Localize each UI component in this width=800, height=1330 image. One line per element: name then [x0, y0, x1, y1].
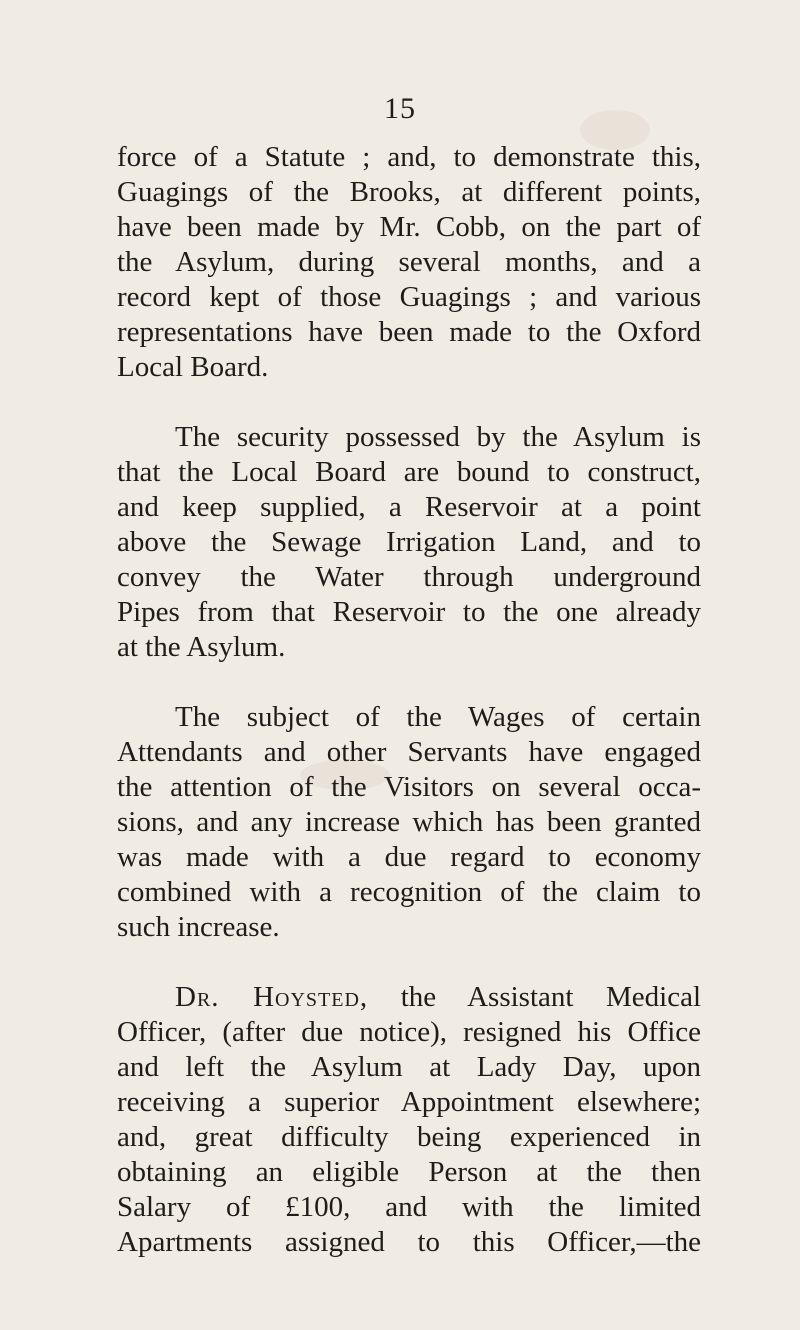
text-line: sions, and any increase which has been granted [117, 806, 701, 838]
page-number: 15 [384, 92, 416, 125]
text-line [117, 980, 701, 1015]
text-line: the Asylum, during several months, and a [117, 246, 701, 278]
text-line: combined with a recognition of the claim to [117, 876, 701, 908]
text-line: obtaining an eligible Person at the then [117, 1156, 701, 1188]
text-line: Local Board. [117, 351, 269, 383]
text-line: receiving a superior Appointment elsewhere; [117, 1086, 701, 1118]
text-line: and left the Asylum at Lady Day, upon [117, 1051, 701, 1083]
text-line: The subject of the Wages of certain [175, 701, 701, 733]
text-line: Officer, (after due notice), resigned his Office [117, 1016, 701, 1048]
text-line: convey the Water through underground [117, 561, 701, 593]
text-line: have been made by Mr. Cobb, on the part of [117, 211, 701, 243]
text-line: Apartments assigned to this Officer,—the [117, 1226, 701, 1258]
paragraph [117, 140, 701, 385]
person-name: Dr. Hoysted, [175, 981, 369, 1013]
paragraph [117, 980, 701, 1260]
text-line: was made with a due regard to economy [117, 841, 701, 873]
text-fragment: the Assistant Medical [368, 981, 701, 1013]
text-line: at the Asylum. [117, 631, 286, 663]
text-line: record kept of those Guagings ; and various [117, 281, 701, 313]
text-line: that the Local Board are bound to construct, [117, 456, 701, 488]
text-line: representations have been made to the Oxford [117, 316, 701, 348]
text-line: Pipes from that Reservoir to the one already [117, 596, 701, 628]
paragraph [117, 420, 701, 665]
text-line: such increase. [117, 911, 280, 943]
text-line: above the Sewage Irrigation Land, and to [117, 526, 701, 558]
text-line: Guagings of the Brooks, at different points, [117, 176, 701, 208]
body-text [117, 140, 701, 1295]
text-line: and, great difficulty being experienced in [117, 1121, 701, 1153]
text-line: Salary of £100, and with the limited [117, 1191, 701, 1223]
paragraph [117, 700, 701, 945]
text-line: force of a Statute ; and, to demonstrate this, [117, 141, 701, 173]
text-line: The security possessed by the Asylum is [175, 421, 701, 453]
text-line: the attention of the Visitors on several occa- [117, 771, 701, 803]
text-line: Attendants and other Servants have engaged [117, 736, 701, 768]
text-line: and keep supplied, a Reservoir at a point [117, 491, 701, 523]
